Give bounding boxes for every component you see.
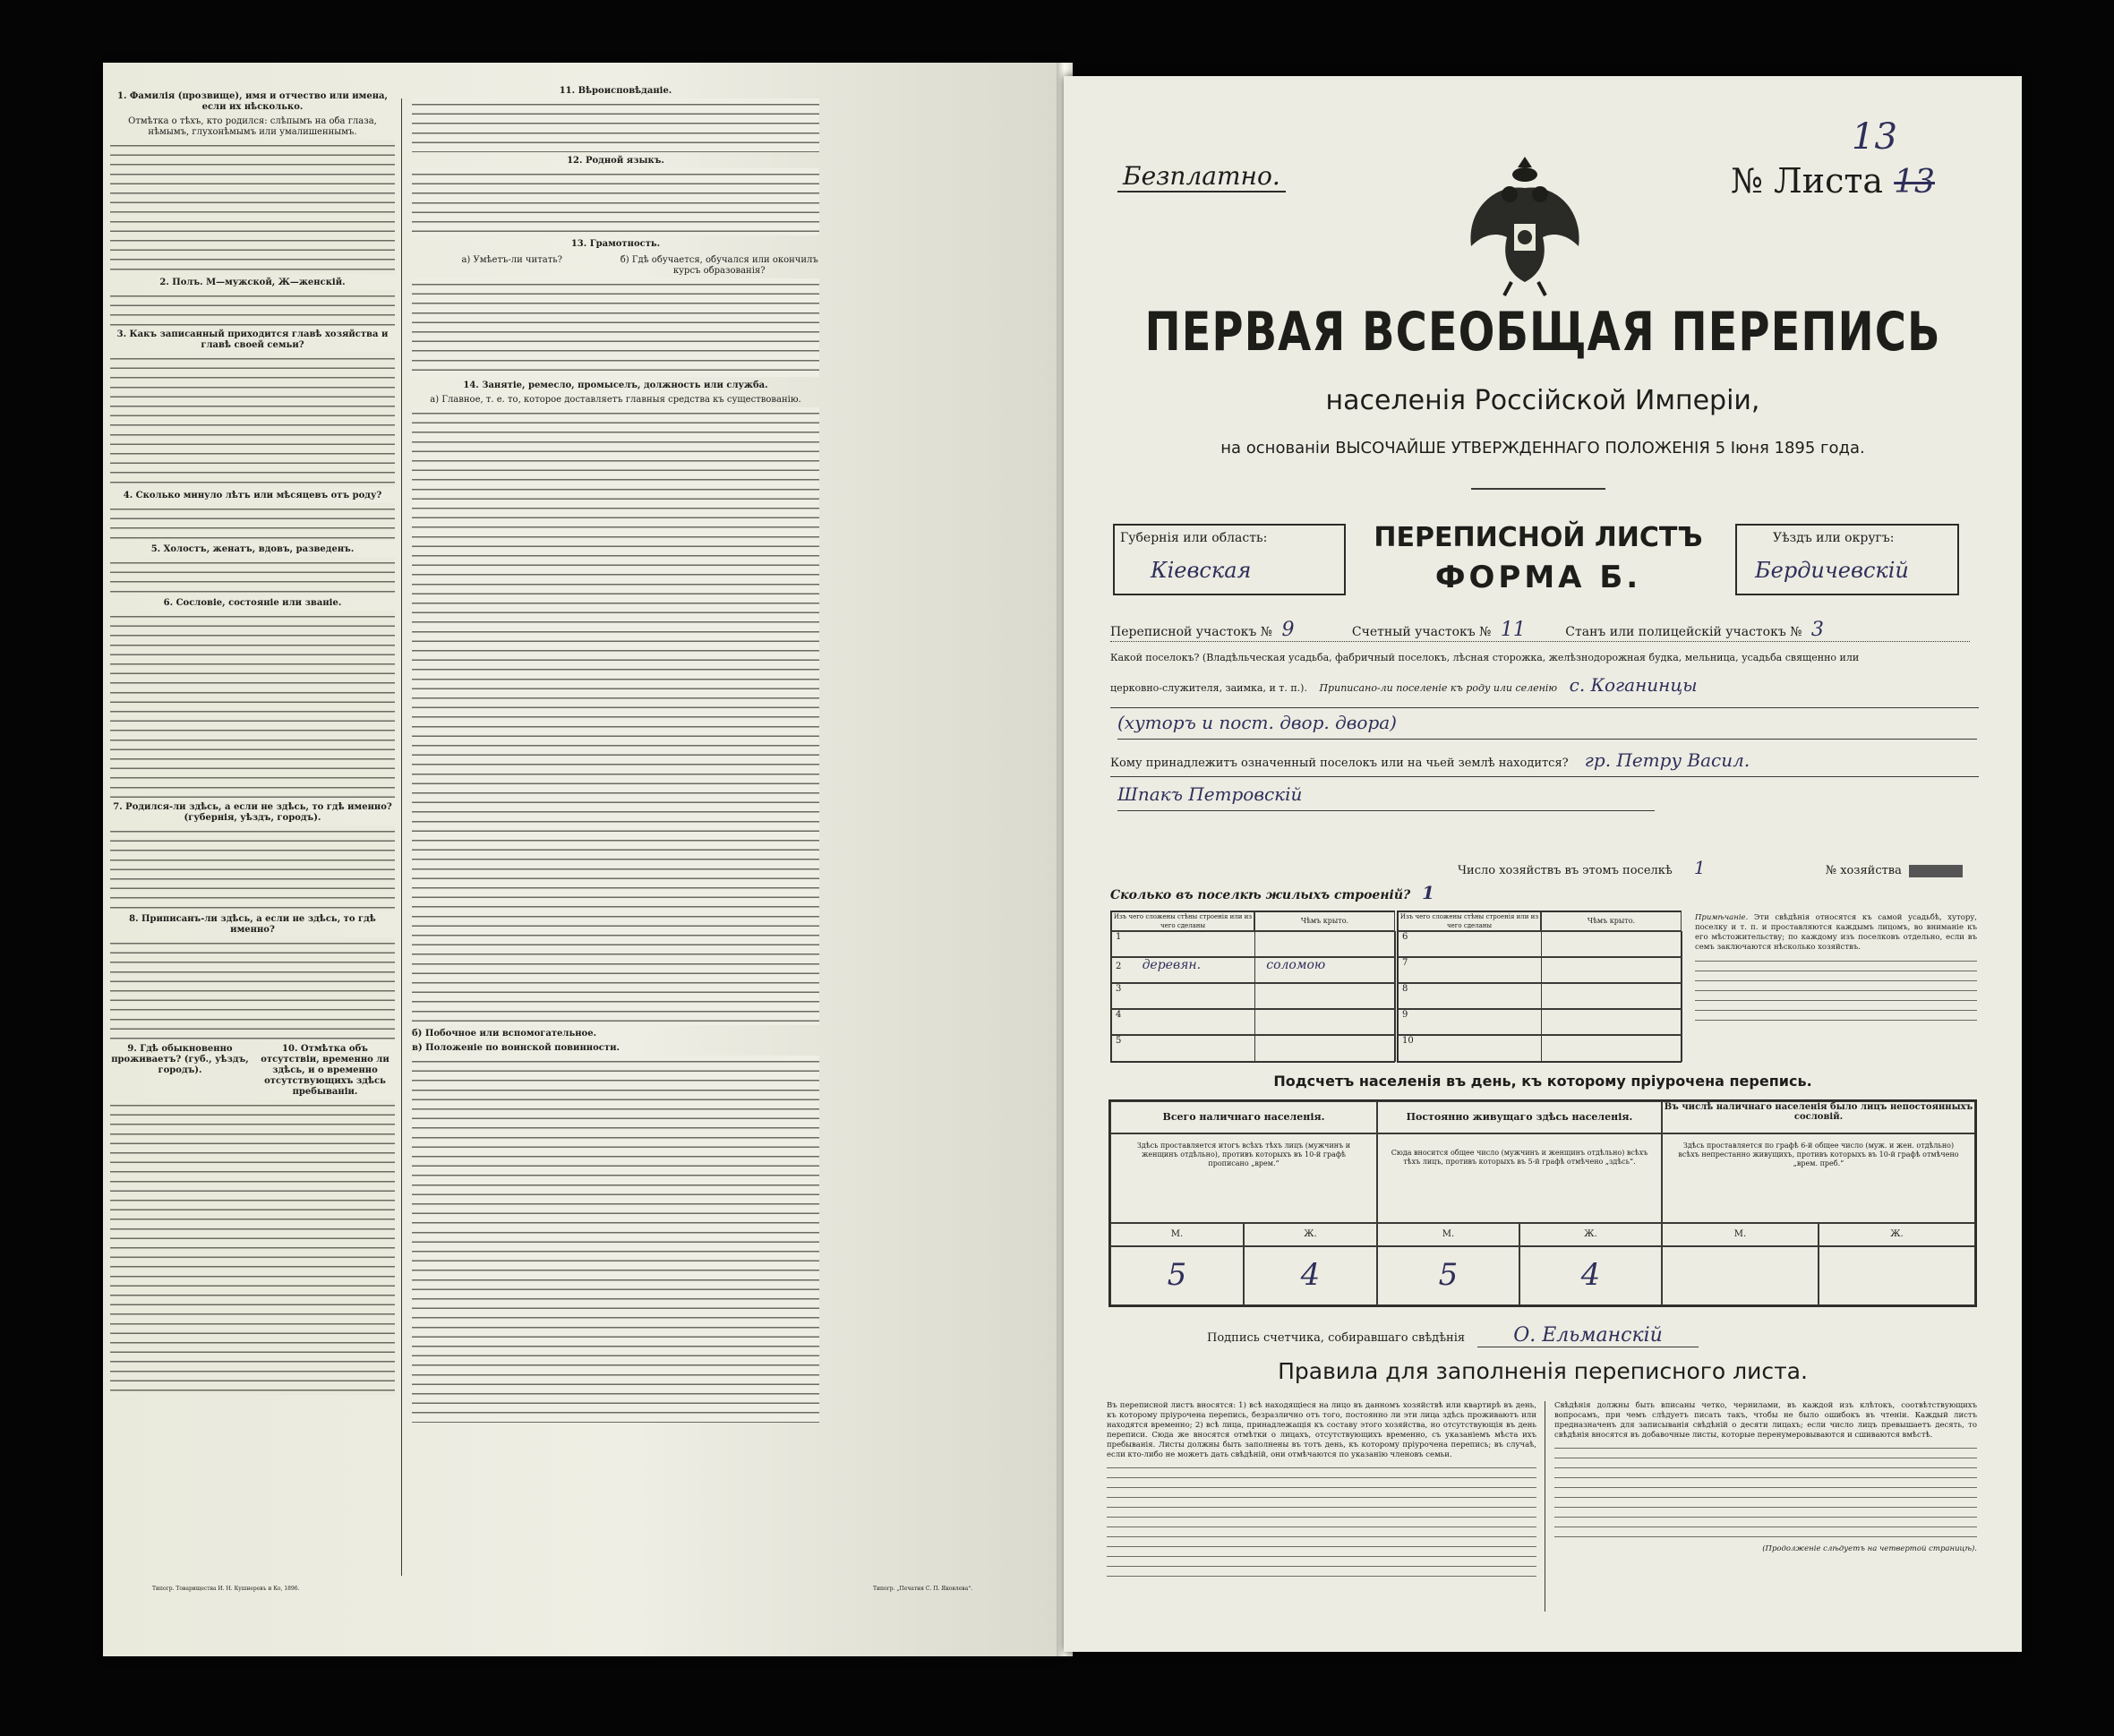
rules-column-1 [1107, 1401, 1536, 1616]
free-label-text: Безплатно. [1123, 161, 1280, 191]
question-13b: б) Гдѣ обучается, обучался или окончилъ курсъ образованія? [620, 255, 818, 276]
bld-row-4-num: 4 [1116, 1010, 1122, 1020]
filler-text-13 [412, 278, 819, 377]
sum-value-nonpermanent-m [1662, 1246, 1819, 1305]
gubernia-box [1113, 524, 1346, 595]
gubernia-label: Губернія или область: [1120, 531, 1268, 545]
sum-zh2-label: Ж. [1519, 1223, 1662, 1246]
rules-col2-text: Свѣдѣнія должны быть вписаны четко, чернилами, въ каждой изъ клѣтокъ, соотвѣтствующихъ вопросамъ, при чемъ слѣдуетъ писать такъ, чтобы не было ошибокъ въ чтеніи. Каждый листъ предназначенъ для записыванія свѣдѣній о десяти лицахъ; если число лицъ превышаетъ десять, то свѣдѣнія вносятся въ добавочные листы, которые перенумеровываются и сшиваются вмѣстѣ. [1554, 1401, 1977, 1440]
sum-col1-desc: Здѣсь проставляется итогъ всѣхъ тѣхъ лицъ (мужчинъ и женщинъ отдѣльно), противъ которыхъ въ 10-й графѣ прописано „врем.“ [1110, 1133, 1377, 1223]
bld-header-roof-left: Чѣмъ крыто. [1254, 911, 1395, 931]
question-4: 4. Сколько минуло лѣтъ или мѣсяцевъ отъ роду? [123, 491, 382, 500]
signature-label: Подпись счетчика, собиравшаго свѣдѣнія [1207, 1331, 1466, 1345]
sheet-number [1731, 161, 1935, 201]
bld-header-walls-right: Изъ чего сложены стѣны строенія или из чего сделаны [1398, 911, 1541, 931]
households-label: Число хозяйствъ въ этомъ поселкѣ [1458, 864, 1673, 877]
filler-text-8 [110, 937, 395, 1040]
census-district-label: Переписной участокъ № [1110, 625, 1272, 639]
sum-value-present-m: 5 [1110, 1246, 1244, 1305]
sum-value-permanent-zh: 4 [1519, 1246, 1662, 1305]
bld-row-2-roof: соломою [1266, 958, 1326, 972]
question-14a: а) Главное, т. е. то, которое доставляетъ главныя средства къ существованію. [430, 395, 801, 405]
sum-m3-label: М. [1662, 1223, 1819, 1246]
census-basis: на основаніи ВЫСОЧАЙШЕ УТВЕРЖДЕННАГО ПОЛОЖЕНІЯ 5 Іюня 1895 года. [1220, 439, 1865, 458]
bld-row-4 [1111, 1009, 1396, 1035]
filler-text-2 [110, 290, 395, 326]
question-5: 5. Холостъ, женатъ, вдовъ, разведенъ. [150, 544, 355, 554]
left-footer-printer: Типогр. Товарищества И. Н. Кушнеревъ и Ко, 1896. [152, 1586, 300, 1592]
filler-text-7 [110, 825, 395, 911]
buildings-table-left [1110, 911, 1395, 1063]
buildings-line [1110, 882, 1434, 903]
gubernia-value: Кіевская [1151, 558, 1252, 583]
bld-row-3 [1111, 983, 1396, 1009]
question-2: 2. Полъ. М—мужской, Ж—женскій. [159, 278, 346, 287]
question-7: 7. Родился-ли здѣсь, а если не здѣсь, то гдѣ именно? (губернія, уѣздъ, городъ). [113, 802, 392, 823]
rules-title: Правила для заполненія переписного листа. [1278, 1358, 1808, 1384]
filler-text-15 [412, 1056, 819, 1423]
household-number-box [1909, 865, 1963, 877]
question-9: 9. Гдѣ обыкновенно проживаетъ? (губ., уѣздъ, городъ). [111, 1044, 249, 1075]
question-12: 12. Родной языкъ. [567, 156, 664, 166]
imperial-eagle-emblem [1458, 148, 1592, 300]
corner-handwritten-number: 13 [1852, 116, 1897, 158]
question-11: 11. Вѣроисповѣданіе. [559, 86, 672, 96]
filler-text-9 [110, 1099, 395, 1395]
police-district-value: 3 [1810, 619, 1824, 641]
question-9-10-row [110, 1040, 395, 1099]
buildings-label: Сколько въ поселкѣ жилыхъ строеній? [1110, 888, 1411, 902]
bld-header-roof-right: Чѣмъ крыто. [1541, 911, 1682, 931]
right-footer-printer: Типогр. „Печатня С. П. Яковлева“. [873, 1586, 973, 1592]
signature-value: О. Ельманскій [1477, 1324, 1699, 1347]
sum-col3-desc: Здѣсь проставляется по графѣ 6-й общее число (муж. и жен. отдѣльно) всѣхъ непрестанно живущихъ, противъ которыхъ въ 10-й графѣ отмѣчено „врем. преб.“ [1662, 1133, 1975, 1223]
line-districts [1110, 619, 1970, 642]
bld-row-9 [1398, 1009, 1682, 1035]
filler-text-12 [412, 168, 819, 235]
bld-row-8 [1398, 983, 1682, 1009]
households-value: 1 [1693, 857, 1706, 878]
question-14: 14. Занятіе, ремесло, промыселъ, должность или служба. [463, 381, 768, 390]
owner-line [1110, 749, 1979, 777]
sum-m2-label: М. [1377, 1223, 1519, 1246]
bld-row-1 [1111, 931, 1396, 957]
sum-zh1-label: Ж. [1244, 1223, 1377, 1246]
census-subtitle: населенія Россійской Имперіи, [1325, 385, 1760, 416]
sum-col2-header: Постоянно живущаго здѣсь населенія. [1377, 1101, 1662, 1133]
bld-left-col-divider [1254, 931, 1255, 1062]
settlement-line-4: (хуторъ и пост. двор. двора) [1117, 712, 1977, 740]
uezd-value: Бердичевскій [1755, 558, 1909, 583]
settlement-type-line [1110, 674, 1979, 708]
bld-row-8-num: 8 [1402, 984, 1408, 994]
bld-row-6-num: 6 [1402, 932, 1408, 942]
filler-text-4 [110, 503, 395, 541]
sum-col2-desc: Сюда вносится общее число (мужчинъ и женщинъ отдѣльно) всѣхъ тѣхъ лицъ, противъ которыхъ въ 5-й графѣ отмѣчено „здѣсь“. [1377, 1133, 1662, 1223]
settlement-type-label: Какой поселокъ? (Владѣльческая усадьба, фабричный поселокъ, лѣсная сторожка, желѣзнодорожная будка, мельница, усадьба священно или [1110, 652, 1860, 663]
left-column-divider [401, 98, 402, 1576]
filler-text-14 [412, 407, 819, 1025]
owner-value: гр. Петру Васил. [1584, 749, 1750, 771]
bld-right-col-divider [1541, 931, 1542, 1062]
census-title: ПЕРВАЯ ВСЕОБЩАЯ ПЕРЕПИСЬ [1144, 301, 1941, 363]
title-separator [1471, 488, 1605, 490]
rules-column-2 [1554, 1401, 1977, 1616]
filler-text-6 [110, 611, 395, 799]
rules-footer: (Продолженіе слѣдуетъ на четвертой страницѣ). [1762, 1544, 1977, 1553]
buildings-remark [1695, 913, 1977, 1027]
signature-line [1207, 1324, 1699, 1347]
police-district-label: Станъ или полицейскій участокъ № [1565, 625, 1802, 639]
households-line [1458, 857, 1977, 878]
bld-row-5-num: 5 [1116, 1036, 1122, 1046]
left-page [103, 63, 1059, 1656]
owner-line-2: Шпакъ Петровскій [1117, 783, 1655, 811]
left-column-1 [110, 88, 395, 1601]
sum-col1-header: Всего наличнаго населенія. [1110, 1101, 1377, 1133]
question-10: 10. Отмѣтка объ отсутствіи, временно ли здѣсь, и о временно отсутствующихъ здѣсь пребываніи. [261, 1044, 389, 1097]
summary-title: Подсчетъ населенія въ день, къ которому пріурочена перепись. [1273, 1073, 1812, 1090]
sum-value-nonpermanent-zh [1819, 1246, 1975, 1305]
bld-row-5 [1111, 1035, 1396, 1062]
remark-title: Примѣчаніе. [1695, 913, 1749, 922]
question-1: 1. Фамилія (прозвище), имя и отчество или имена, если их нѣсколько. [117, 91, 388, 112]
bld-row-6 [1398, 931, 1682, 957]
question-15: б) Побочное или вспомогательное. [412, 1029, 597, 1039]
settlement-assigned-note: Приписано-ли поселеніе къ роду или селенію [1319, 682, 1558, 694]
question-13-sub-row [412, 252, 819, 278]
bld-row-2-num: 2 [1116, 962, 1122, 971]
question-16: в) Положеніе по воинской повинности. [412, 1043, 620, 1053]
settlement-assigned-value: с. Коганинцы [1569, 674, 1698, 696]
question-3: 3. Какъ записанный приходится главѣ хозяйства и главѣ своей семьи? [116, 329, 389, 350]
form-subtitle: ФОРМА Б. [1434, 560, 1642, 595]
census-district-value: 9 [1281, 619, 1295, 641]
sum-value-present-zh: 4 [1244, 1246, 1377, 1305]
bld-row-9-num: 9 [1402, 1010, 1408, 1020]
summary-table [1108, 1099, 1977, 1307]
uezd-box [1735, 524, 1959, 595]
settlement-type-cont: церковно-служителя, заимка, и т. п.). [1110, 682, 1307, 694]
sum-zh3-label: Ж. [1819, 1223, 1975, 1246]
buildings-value: 1 [1422, 882, 1435, 903]
counting-district-value: 11 [1500, 619, 1526, 641]
filler-text-3 [110, 353, 395, 487]
bld-row-7-num: 7 [1402, 958, 1408, 968]
counting-district-label: Счетный участокъ № [1351, 625, 1492, 639]
rules-col1-filler [1107, 1462, 1536, 1578]
rules-col2-filler [1554, 1442, 1977, 1541]
bld-row-7 [1398, 957, 1682, 983]
left-column-2 [412, 82, 819, 1604]
question-1-note: Отмѣтка о тѣхъ, кто родился: слѣпымъ на оба глаза, нѣмымъ, глухонѣмымъ или умалишеннымъ. [128, 116, 377, 137]
bld-header-walls-left: Изъ чего сложены стѣны строенія или из чего сделаны [1111, 911, 1254, 931]
bld-row-10 [1398, 1035, 1682, 1062]
uezd-label: Уѣздъ или округъ: [1773, 531, 1895, 545]
free-label [1117, 161, 1286, 192]
bld-row-3-num: 3 [1116, 984, 1122, 994]
bld-row-1-num: 1 [1116, 932, 1122, 942]
right-page [1064, 76, 2022, 1652]
sheet-number-label: № Листа [1731, 161, 1884, 201]
sum-m1-label: М. [1110, 1223, 1244, 1246]
question-13: 13. Грамотность. [570, 239, 661, 249]
bld-row-2-walls: деревян. [1142, 958, 1202, 972]
filler-text-11 [412, 98, 819, 152]
question-6: 6. Сословіе, состояніе или званіе. [163, 598, 342, 608]
remark-text: Эти свѣдѣнія относятся къ самой усадьбѣ, хутору, поселку и т. п. и проставляются каждымъ лицомъ, во вниманіе къ его мѣстожительству; по каждому изъ поселковъ отдельно, если въ семъ заключаются нѣсколько хозяйствъ. [1695, 913, 1978, 952]
form-title: ПЕРЕПИСНОЙ ЛИСТЪ [1374, 522, 1703, 553]
sum-value-permanent-m: 5 [1377, 1246, 1519, 1305]
owner-label: Кому принадлежитъ означенный поселокъ или на чьей землѣ находится? [1110, 757, 1569, 770]
buildings-table-right [1397, 911, 1682, 1063]
remark-filler [1695, 955, 1977, 1027]
rules-col1-text: Въ переписной листъ вносятся: 1) всѣ находящіеся на лицо въ данномъ хозяйствѣ или квартирѣ въ день, къ которому пріурочена перепись, безразлично отъ того, постоянно ли эти лица здѣсь проживаютъ или находятся временно; 2) всѣ лица, принадлежащія къ составу этого хозяйства, но отсутствующія въ день переписи. Сюда же вносятся отмѣтки о лицахъ, отсутствующихъ временно, съ указаніемъ мѣста ихъ пребыванія. Листы должны быть заполнены въ тотъ день, къ которому пріурочена перепись; въ случаѣ, если кто-либо не можетъ дать свѣдѣній, они отмѣчаются по указанію членовъ семьи. [1107, 1401, 1536, 1459]
filler-text-1 [110, 140, 395, 274]
sheet-number-value: 13 [1894, 164, 1935, 201]
question-8: 8. Приписанъ-ли здѣсь, а если не здѣсь, то гдѣ именно? [129, 914, 376, 935]
filler-text-5 [110, 557, 395, 594]
bld-row-10-num: 10 [1402, 1036, 1414, 1046]
household-number-label: № хозяйства [1825, 864, 1902, 877]
question-13a: а) Умѣетъ-ли читать? [461, 255, 563, 265]
bld-row-2 [1111, 957, 1396, 983]
sum-col3-header: Въ числѣ наличнаго населенія было лицъ непостоянныхъ сословій. [1662, 1101, 1975, 1133]
